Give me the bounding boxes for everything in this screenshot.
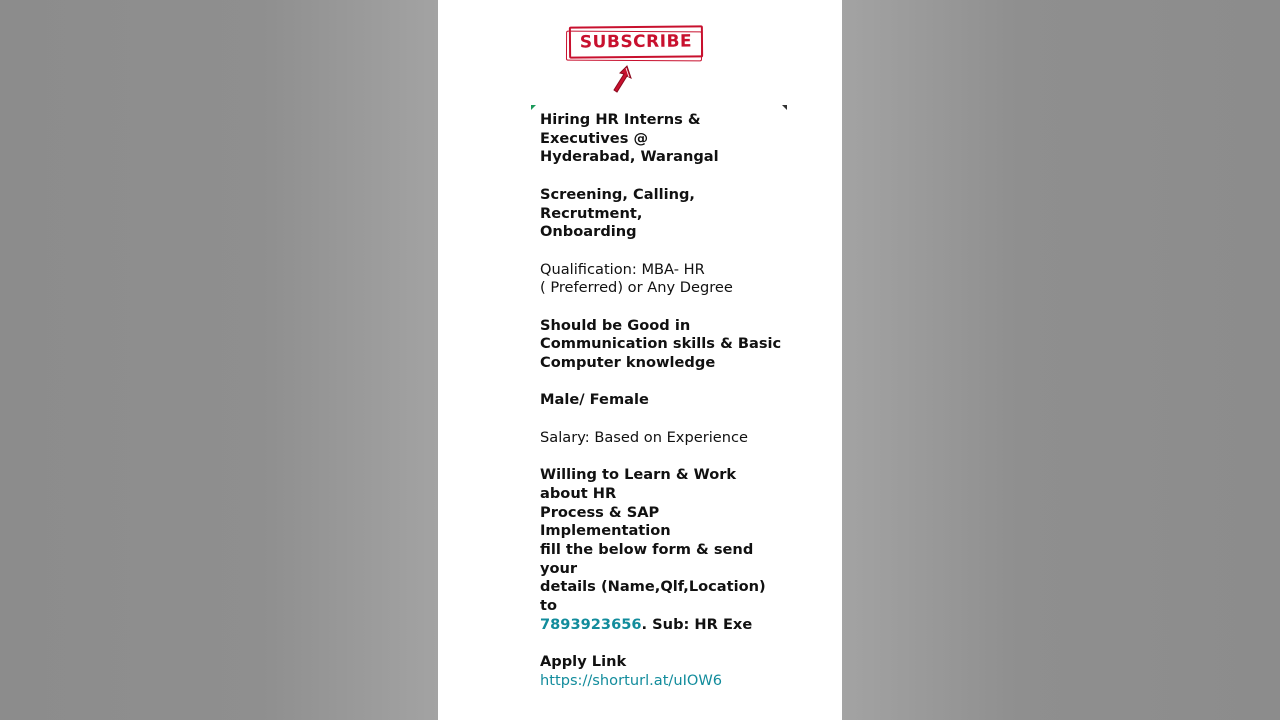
post-title: Hiring HR Interns & Executives @ Hyderabad, Warangal bbox=[540, 111, 719, 166]
post-skills: Should be Good in Communication skills & Basic Computer knowledge bbox=[540, 316, 782, 372]
contact-line bbox=[540, 616, 784, 635]
subscribe-overlay[interactable] bbox=[565, 24, 710, 96]
card-corner-left bbox=[531, 105, 536, 110]
post-gender: Male/ Female bbox=[540, 391, 649, 409]
post-apply bbox=[540, 653, 784, 690]
post-duties: Screening, Calling, Recrutment, Onboarding bbox=[540, 185, 695, 241]
apply-url-link[interactable]: https://shorturl.at/uIOW6 bbox=[540, 671, 723, 689]
job-post-card bbox=[532, 106, 786, 689]
blurred-background-left bbox=[0, 0, 438, 720]
subject-text: . Sub: HR Exe bbox=[641, 615, 753, 633]
post-qualification: Qualification: MBA- HR ( Preferred) or Any Degree bbox=[540, 260, 733, 297]
video-frame bbox=[438, 0, 842, 720]
job-post-text bbox=[540, 111, 784, 709]
phone-number-link[interactable]: 7893923656 bbox=[540, 615, 642, 633]
subscribe-button[interactable] bbox=[569, 25, 703, 58]
apply-label: Apply Link bbox=[540, 653, 627, 671]
blurred-background-right bbox=[842, 0, 1280, 720]
card-corner-right bbox=[782, 105, 787, 110]
cursor-arrow-icon bbox=[609, 64, 637, 94]
subscribe-label: SUBSCRIBE bbox=[579, 31, 693, 53]
post-salary: Salary: Based on Experience bbox=[540, 428, 748, 446]
post-instructions: Willing to Learn & Work about HR Process & SAP Implementation fill the below form & send your details (Name,Qlf,Location) to 7893923656. Sub: HR Exe bbox=[540, 466, 784, 634]
